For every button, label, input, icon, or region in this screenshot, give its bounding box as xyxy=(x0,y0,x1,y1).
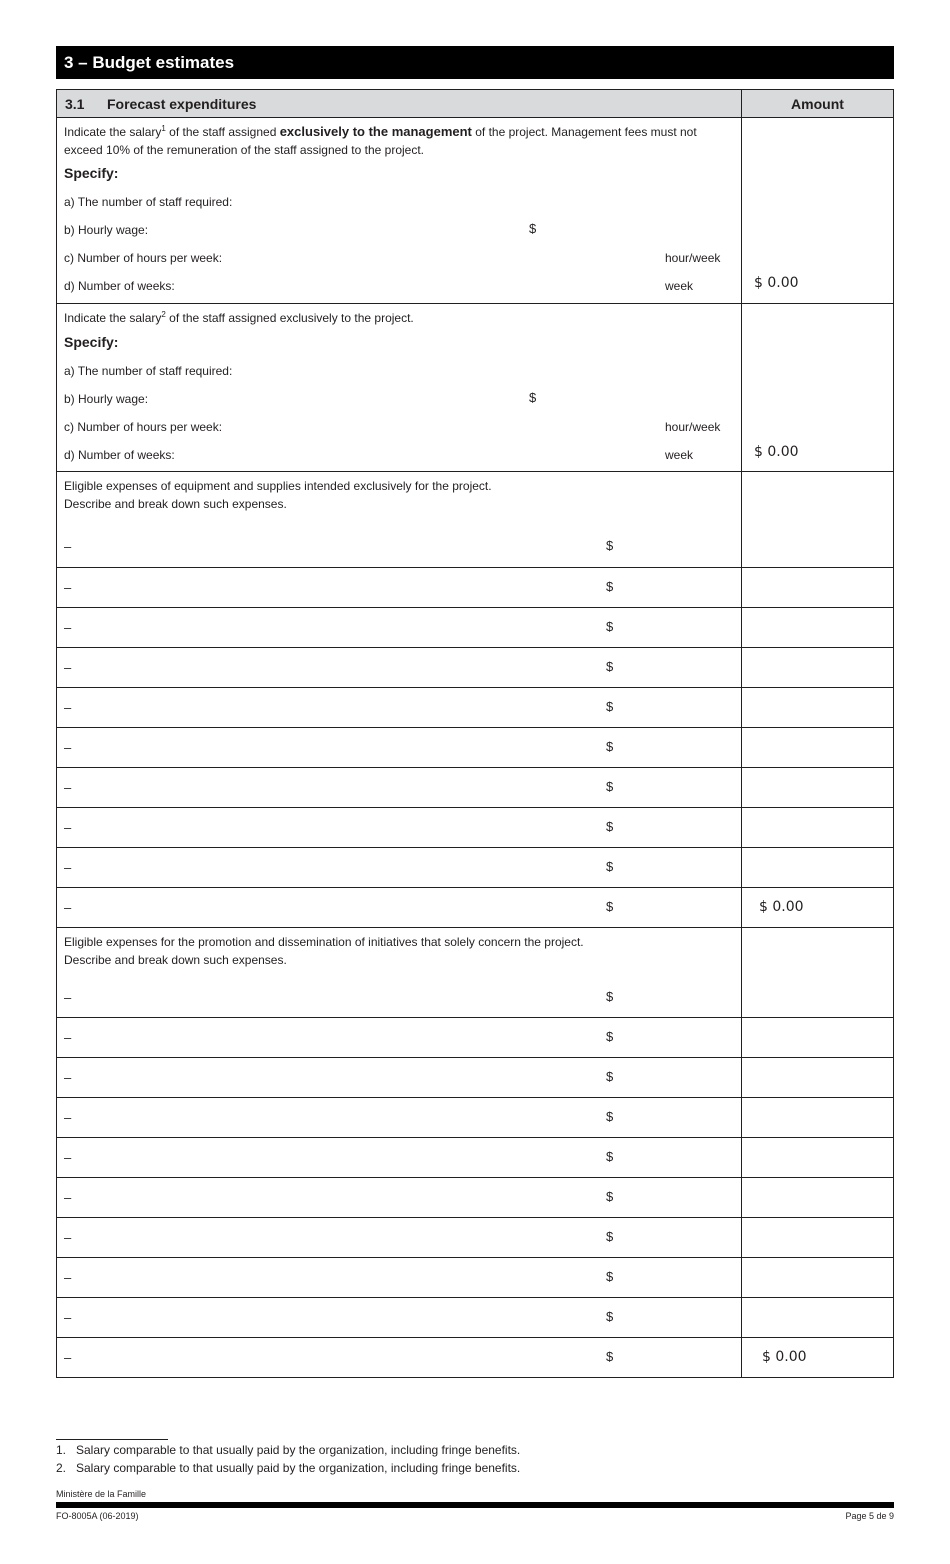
promotion-row xyxy=(57,1058,893,1098)
row-currency: $ xyxy=(606,699,614,714)
row-dash: – xyxy=(64,660,72,675)
promotion-amount-field[interactable] xyxy=(742,1058,893,1097)
equipment-amount-field[interactable] xyxy=(742,648,893,687)
footnote-2: 2. Salary comparable to that usually paid by the organization, including fringe benefits. xyxy=(56,1461,521,1475)
equipment-row xyxy=(57,728,893,768)
row-currency: $ xyxy=(606,1269,614,1284)
amount-header: Amount xyxy=(791,95,844,112)
row-dash: – xyxy=(64,1110,72,1125)
equipment-intro: Eligible expenses of equipment and supplies intended exclusively for the project. xyxy=(64,479,492,493)
equipment-block xyxy=(57,472,893,568)
equipment-row xyxy=(57,608,893,648)
equipment-amount-field[interactable] xyxy=(742,808,893,847)
row-dash: – xyxy=(64,1230,72,1245)
promotion-row xyxy=(57,1098,893,1138)
table-title: Forecast expenditures xyxy=(107,95,257,112)
footer-bar xyxy=(56,1502,894,1508)
management-wage-currency: $ xyxy=(529,221,537,236)
equipment-total-row xyxy=(57,888,893,928)
management-staff-count-label: a) The number of staff required: xyxy=(64,195,233,209)
promotion-amount-field[interactable] xyxy=(742,928,893,1017)
row-dash: – xyxy=(64,1350,72,1365)
row-currency: $ xyxy=(606,819,614,834)
row-currency: $ xyxy=(606,779,614,794)
row-currency: $ xyxy=(606,1149,614,1164)
row-currency: $ xyxy=(606,1109,614,1124)
promotion-row xyxy=(57,1138,893,1178)
row-currency: $ xyxy=(606,1229,614,1244)
promotion-row xyxy=(57,1298,893,1338)
management-intro: Indicate the salary$^1$ of the staff assigned exclusively to the management of the project. Management fees must not xyxy=(64,124,697,139)
promotion-dash: – xyxy=(64,990,72,1005)
staff-wage-currency: $ xyxy=(529,390,537,405)
row-dash: – xyxy=(64,1270,72,1285)
row-currency: $ xyxy=(606,859,614,874)
equipment-row xyxy=(57,768,893,808)
promotion-describe: Describe and break down such expenses. xyxy=(64,953,287,967)
equipment-amount-field[interactable] xyxy=(742,728,893,767)
equipment-row xyxy=(57,808,893,848)
equipment-total: $ 0.00 xyxy=(759,899,804,915)
equipment-currency: $ xyxy=(606,538,614,553)
staff-amount: $ 0.00 xyxy=(754,444,799,460)
equipment-amount-field[interactable] xyxy=(742,688,893,727)
equipment-amount-field[interactable] xyxy=(742,568,893,607)
equipment-amount-field[interactable] xyxy=(742,768,893,807)
equipment-amount-field[interactable] xyxy=(742,472,893,567)
promotion-total: $ 0.00 xyxy=(762,1349,807,1365)
promotion-amount-field[interactable] xyxy=(742,1138,893,1177)
row-currency: $ xyxy=(606,1029,614,1044)
row-dash: – xyxy=(64,740,72,755)
management-amount: $ 0.00 xyxy=(754,275,799,291)
equipment-amount-field[interactable] xyxy=(742,608,893,647)
management-intro-line2: exceed 10% of the remuneration of the staff assigned to the project. xyxy=(64,143,425,157)
ministry-name: Ministère de la Famille xyxy=(56,1489,147,1499)
promotion-amount-field[interactable] xyxy=(742,1218,893,1257)
staff-salary-block xyxy=(57,304,893,472)
staff-weeks-label: d) Number of weeks: xyxy=(64,448,175,462)
row-dash: – xyxy=(64,900,72,915)
management-hourly-wage-label: b) Hourly wage: xyxy=(64,223,149,237)
row-currency: $ xyxy=(606,1349,614,1364)
row-currency: $ xyxy=(606,579,614,594)
staff-hours-unit: hour/week xyxy=(665,420,721,434)
management-salary-block xyxy=(57,118,893,304)
row-currency: $ xyxy=(606,899,614,914)
staff-hourly-wage-label: b) Hourly wage: xyxy=(64,392,149,406)
promotion-total-row xyxy=(57,1338,893,1378)
row-currency: $ xyxy=(606,1189,614,1204)
row-dash: – xyxy=(64,860,72,875)
management-hours-label: c) Number of hours per week: xyxy=(64,251,223,265)
form-code: FO-8005A (06-2019) xyxy=(56,1511,139,1521)
equipment-dash: – xyxy=(64,539,72,554)
promotion-row xyxy=(57,1178,893,1218)
staff-intro: Indicate the salary$^2$ of the staff assigned exclusively to the project. xyxy=(64,310,414,325)
section-title: 3 – Budget estimates xyxy=(56,46,894,79)
row-dash: – xyxy=(64,620,72,635)
promotion-row xyxy=(57,1258,893,1298)
equipment-row xyxy=(57,848,893,888)
equipment-row xyxy=(57,648,893,688)
promotion-block xyxy=(57,928,893,1018)
row-dash: – xyxy=(64,580,72,595)
row-currency: $ xyxy=(606,619,614,634)
management-hours-unit: hour/week xyxy=(665,251,721,265)
row-dash: – xyxy=(64,1310,72,1325)
promotion-amount-field[interactable] xyxy=(742,1178,893,1217)
row-dash: – xyxy=(64,700,72,715)
promotion-row xyxy=(57,1018,893,1058)
equipment-row xyxy=(57,568,893,608)
staff-weeks-unit: week xyxy=(665,448,694,462)
equipment-describe: Describe and break down such expenses. xyxy=(64,497,287,511)
row-dash: – xyxy=(64,1190,72,1205)
promotion-row xyxy=(57,1218,893,1258)
equipment-row xyxy=(57,688,893,728)
section-number: 3.1 xyxy=(65,95,85,112)
row-currency: $ xyxy=(606,659,614,674)
management-weeks-unit: week xyxy=(665,279,694,293)
footnote-1: 1. Salary comparable to that usually paid by the organization, including fringe benefits. xyxy=(56,1443,521,1457)
equipment-amount-field[interactable] xyxy=(742,848,893,887)
footnote-divider xyxy=(56,1439,168,1440)
management-weeks-label: d) Number of weeks: xyxy=(64,279,175,293)
row-currency: $ xyxy=(606,739,614,754)
row-currency: $ xyxy=(606,1069,614,1084)
promotion-currency: $ xyxy=(606,989,614,1004)
table-header xyxy=(57,90,893,118)
staff-count-label: a) The number of staff required: xyxy=(64,364,233,378)
row-dash: – xyxy=(64,1070,72,1085)
row-currency: $ xyxy=(606,1309,614,1324)
forecast-expenditures-table xyxy=(56,89,894,1378)
row-dash: – xyxy=(64,1150,72,1165)
row-dash: – xyxy=(64,1030,72,1045)
staff-specify: Specify: xyxy=(64,334,119,350)
promotion-amount-field[interactable] xyxy=(742,1258,893,1297)
row-dash: – xyxy=(64,820,72,835)
promotion-intro: Eligible expenses for the promotion and dissemination of initiatives that solely concern the project. xyxy=(64,935,584,949)
row-dash: – xyxy=(64,780,72,795)
management-specify: Specify: xyxy=(64,165,119,181)
promotion-amount-field[interactable] xyxy=(742,1098,893,1137)
promotion-amount-field[interactable] xyxy=(742,1298,893,1337)
staff-hours-label: c) Number of hours per week: xyxy=(64,420,223,434)
promotion-amount-field[interactable] xyxy=(742,1018,893,1057)
page-number: Page 5 de 9 xyxy=(845,1511,894,1521)
